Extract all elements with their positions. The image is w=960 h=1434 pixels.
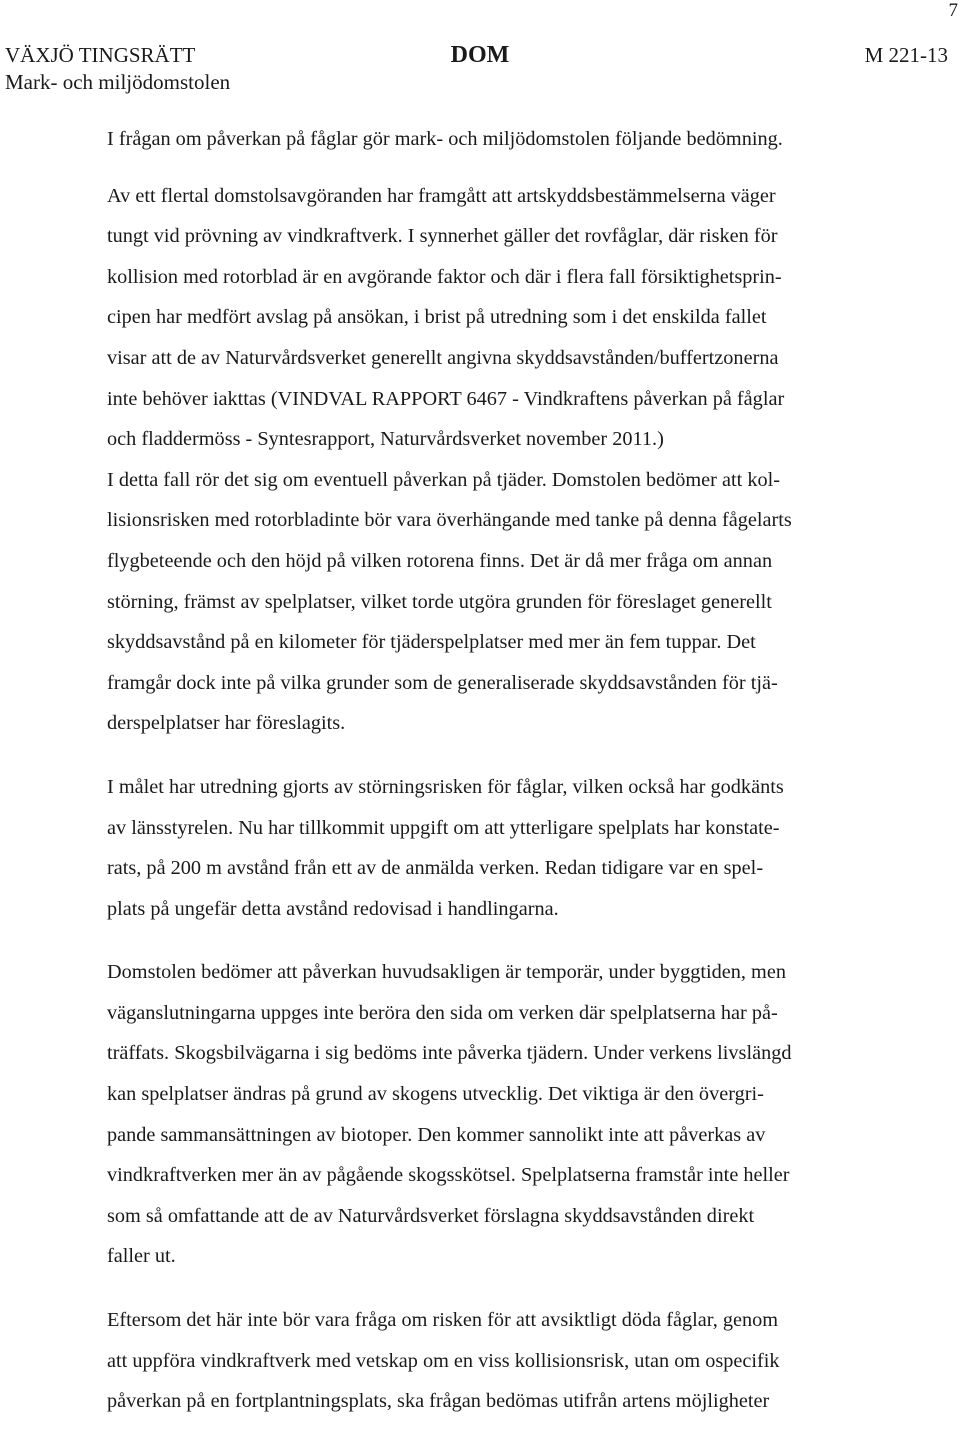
- text-line: som så omfattande att de av Naturvårdsverket förslagna skyddsavstånden direkt: [107, 1204, 755, 1227]
- text-line: tungt vid prövning av vindkraftverk. I synnerhet gäller det rovfåglar, där risken för: [107, 225, 778, 248]
- paragraph-investigation: [107, 767, 907, 929]
- department-name: Mark- och miljödomstolen: [5, 70, 231, 94]
- paragraph-temporary-impact: [107, 952, 907, 1277]
- paragraph-species-protection: [107, 176, 907, 460]
- text-line: och fladdermöss - Syntesrapport, Naturvårdsverket november 2011.): [107, 428, 664, 451]
- text-line: derspelplatser har föreslagits.: [107, 712, 346, 735]
- text-line: Av ett flertal domstolsavgöranden har framgått att artskyddsbestämmelserna väger: [107, 184, 776, 207]
- text-line: kollision med rotorblad är en avgörande faktor och där i flera fall försiktighetsprin-: [107, 265, 782, 288]
- case-number: M 221-13: [864, 43, 948, 67]
- text-line: vindkraftverken mer än av pågående skogsskötsel. Spelplatserna framstår inte heller: [107, 1164, 790, 1187]
- text-line: plats på ungefär detta avstånd redovisad i handlingarna.: [107, 897, 559, 920]
- text-line: faller ut.: [107, 1245, 176, 1268]
- text-line: visar att de av Naturvårdsverket generellt angivna skyddsavstånden/buffertzonerna: [107, 346, 779, 369]
- court-name: VÄXJÖ TINGSRÄTT: [5, 43, 196, 67]
- text-line: träffats. Skogsbilvägarna i sig bedöms inte påverka tjädern. Under verkens livslängd: [107, 1042, 792, 1065]
- text-line: inte behöver iakttas (VINDVAL RAPPORT 6467 - Vindkraftens påverkan på fåglar: [107, 387, 785, 410]
- text-line: I detta fall rör det sig om eventuell påverkan på tjäder. Domstolen bedömer att kol-: [107, 468, 781, 491]
- text-line: påverkan på en fortplantningsplats, ska frågan bedömas utifrån artens möjligheter: [107, 1390, 770, 1413]
- paragraph-assessment-intro: [107, 119, 907, 160]
- paragraph-conclusion: [107, 1300, 907, 1422]
- document-body: [107, 119, 907, 1422]
- text-line: cipen har medfört avslag på ansökan, i brist på utredning som i det enskilda fallet: [107, 306, 767, 329]
- text-line: Eftersom det här inte bör vara fråga om risken för att avsiktligt döda fåglar, genom: [107, 1309, 779, 1332]
- text-line: skyddsavstånd på en kilometer för tjäderspelplatser med mer än fem tuppar. Det: [107, 631, 756, 654]
- text-line: störning, främst av spelplatser, vilket torde utgöra grunden för föreslaget generellt: [107, 590, 772, 613]
- text-line: kan spelplatser ändras på grund av skogens utvecklig. Det viktiga är den övergri-: [107, 1083, 764, 1106]
- text-line: att uppföra vindkraftverk med vetskap om en viss kollisionsrisk, utan om ospecifik: [107, 1349, 780, 1372]
- text-line: framgår dock inte på vilka grunder som de generaliserade skyddsavstånden för tjä-: [107, 671, 778, 694]
- text-line: rats, på 200 m avstånd från ett av de anmälda verken. Redan tidigare var en spel-: [107, 857, 764, 880]
- text-line: Domstolen bedömer att påverkan huvudsakligen är temporär, under byggtiden, men: [107, 961, 786, 984]
- text-line: lisionsrisken med rotorbladinte bör vara överhängande med tanke på denna fågelarts: [107, 509, 792, 532]
- text-line: I frågan om påverkan på fåglar gör mark- och miljödomstolen följande bedömning.: [107, 128, 783, 150]
- document-type: DOM: [450, 42, 510, 68]
- text-line: flygbeteende och den höjd på vilken rotorena finns. Det är då mer fråga om annan: [107, 549, 773, 572]
- text-line: pande sammansättningen av biotoper. Den kommer sannolikt inte att påverkas av: [107, 1123, 766, 1146]
- page-number: 7: [948, 0, 958, 21]
- text-line: väganslutningarna uppges inte beröra den sida om verken där spelplatserna har på-: [107, 1001, 778, 1024]
- text-line: I målet har utredning gjorts av störningsrisken för fåglar, vilken också har godkänts: [107, 775, 784, 798]
- paragraph-capercaillie: [107, 460, 907, 744]
- text-line: av länsstyrelen. Nu har tillkommit uppgift om att ytterligare spelplats har konstate-: [107, 816, 780, 839]
